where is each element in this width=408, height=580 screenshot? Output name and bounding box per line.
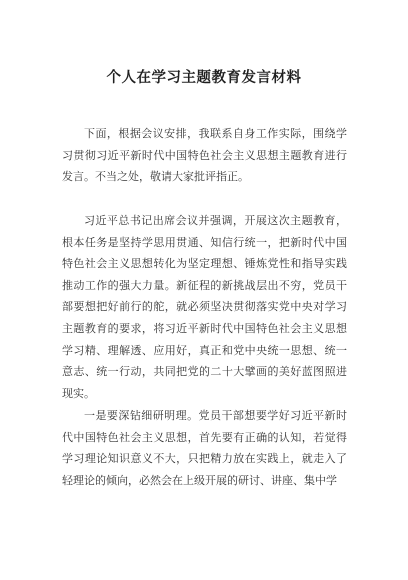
paragraph-speech: 习近平总书记出席会议并强调，开展这次主题教育，根本任务是坚持学思用贯通、知信行统一，把新时代中国特色社会主义思想转化为坚定理想、锤炼党性和指导实践推动工作的强大力量。新征程的新挑战层出不穷，党员干部要想把好前行的舵，就必须坚决贯彻落实党中央对学习主题教育的要求，将习近平新时代中国特色社会主义思想学习精、理解透、应用好，真正和党中央统一思想、统一意志、统一行动，共同把党的二十大擘画的美好蓝图照进现实。 <box>62 214 347 400</box>
paragraph-point-one: 一是要深钻细研明理。党员干部想要学好习近平新时代中国特色社会主义思想，首先要有正确的认知，若觉得学习理论知识意义不大，只把精力放在实践上，就走入了轻理论的倾向，必然会在上级开展的研讨、讲座、集中学 <box>62 409 347 487</box>
paragraph-intro: 下面，根据会议安排，我联系自身工作实际，围绕学习贯彻习近平新时代中国特色社会主义思想主题教育进行发言。不当之处，敬请大家批评指正。 <box>62 127 347 184</box>
document-title: 个人在学习主题教育发言材料 <box>106 69 302 86</box>
